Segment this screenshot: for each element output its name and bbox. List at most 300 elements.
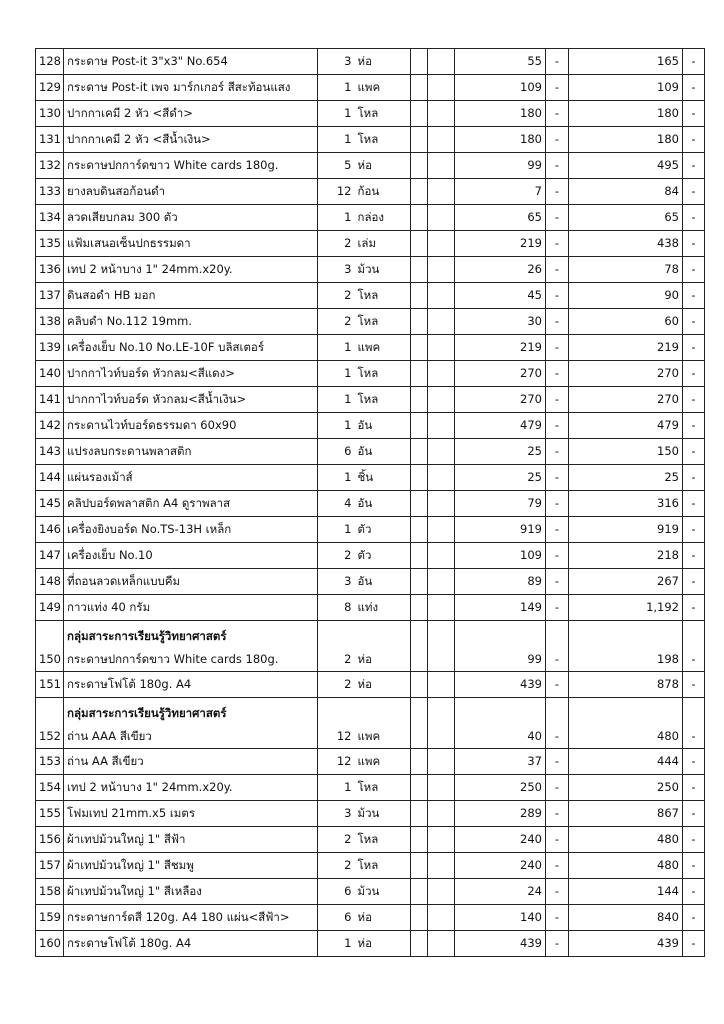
row-number: 147 xyxy=(36,543,64,569)
row-number: 153 xyxy=(36,749,64,775)
line-total: 25 xyxy=(569,465,683,491)
quantity: 2 xyxy=(318,231,355,257)
line-total: 78 xyxy=(569,257,683,283)
item-cell xyxy=(64,853,318,879)
item-cell xyxy=(64,905,318,931)
row-number: 139 xyxy=(36,335,64,361)
item-name: กระดาษโฟโต้ 180g. A4 xyxy=(67,677,192,691)
price-satang: - xyxy=(546,127,569,153)
unit: ตัว xyxy=(355,543,411,569)
price-satang: - xyxy=(546,853,569,879)
item-name: เครื่องเย็บ No.10 No.LE-10F บลิสเตอร์ xyxy=(67,340,264,354)
quantity: 4 xyxy=(318,491,355,517)
blank-cell xyxy=(411,75,428,101)
quantity: 2 xyxy=(318,283,355,309)
item-cell xyxy=(64,801,318,827)
item-name: กระดาษโฟโต้ 180g. A4 xyxy=(67,936,192,950)
line-total: 867 xyxy=(569,801,683,827)
quantity: 2 xyxy=(318,672,355,698)
item-name: ถ่าน AA สีเขียว xyxy=(67,754,144,768)
blank-cell xyxy=(411,569,428,595)
quantity: 2 xyxy=(318,827,355,853)
item-name: แฟ้มเสนอเซ็นปกธรรมดา xyxy=(67,236,191,250)
blank-cell xyxy=(411,931,428,957)
blank-cell xyxy=(428,257,455,283)
blank-cell xyxy=(428,749,455,775)
item-cell xyxy=(64,595,318,621)
blank-cell xyxy=(428,309,455,335)
table-row xyxy=(36,491,705,517)
total-satang: - xyxy=(683,75,705,101)
unit: โหล xyxy=(355,775,411,801)
item-cell xyxy=(64,517,318,543)
unit-price: 7 xyxy=(455,179,546,205)
total-satang: - xyxy=(683,257,705,283)
item-name: ปากกาไวท์บอร์ด หัวกลม<สีแดง> xyxy=(67,366,235,380)
item-cell xyxy=(64,153,318,179)
group-heading: กลุ่มสาระการเรียนรู้วิทยาศาสตร์ xyxy=(67,629,227,643)
blank-cell xyxy=(428,283,455,309)
item-cell xyxy=(64,698,318,749)
quantity: 6 xyxy=(318,439,355,465)
line-total: 218 xyxy=(569,543,683,569)
line-total: 180 xyxy=(569,101,683,127)
quantity: 1 xyxy=(318,517,355,543)
total-satang: - xyxy=(683,879,705,905)
total-satang: - xyxy=(683,413,705,439)
blank-cell xyxy=(411,257,428,283)
quantity: 6 xyxy=(318,879,355,905)
price-satang: - xyxy=(546,179,569,205)
row-number: 157 xyxy=(36,853,64,879)
item-name: ผ้าเทปม้วนใหญ่ 1" สีฟ้า xyxy=(67,832,186,846)
blank-cell xyxy=(428,127,455,153)
quantity: 1 xyxy=(318,361,355,387)
item-name: เครื่องยิงบอร์ด No.TS-13H เหล็ก xyxy=(67,522,232,536)
price-satang: - xyxy=(546,827,569,853)
blank-cell xyxy=(411,283,428,309)
table-row xyxy=(36,672,705,698)
total-satang: - xyxy=(683,101,705,127)
blank-cell xyxy=(428,491,455,517)
blank-cell xyxy=(428,517,455,543)
unit: โหล xyxy=(355,827,411,853)
row-number: 131 xyxy=(36,127,64,153)
row-number: 156 xyxy=(36,827,64,853)
blank-cell xyxy=(411,905,428,931)
unit: โหล xyxy=(355,853,411,879)
item-name: ดินสอดำ HB มอก xyxy=(67,288,156,302)
blank-cell xyxy=(411,179,428,205)
line-total: 109 xyxy=(569,75,683,101)
blank-cell xyxy=(428,879,455,905)
price-satang: - xyxy=(546,879,569,905)
quantity: 3 xyxy=(318,49,355,75)
item-cell xyxy=(64,49,318,75)
item-name: โฟมเทป 21mm.x5 เมตร xyxy=(67,806,195,820)
total-satang: - xyxy=(683,153,705,179)
supplies-table xyxy=(35,48,705,957)
blank-cell xyxy=(411,827,428,853)
blank-cell xyxy=(428,153,455,179)
price-satang: - xyxy=(546,775,569,801)
item-cell xyxy=(64,543,318,569)
item-name: แปรงลบกระดานพลาสติก xyxy=(67,444,192,458)
item-cell xyxy=(64,101,318,127)
quantity: 12 xyxy=(318,749,355,775)
line-total: 90 xyxy=(569,283,683,309)
quantity: 5 xyxy=(318,153,355,179)
item-name: ปากกาไวท์บอร์ด หัวกลม<สีน้ำเงิน> xyxy=(67,392,247,406)
unit-price: 219 xyxy=(455,335,546,361)
table-row xyxy=(36,413,705,439)
unit-price: 439 xyxy=(455,931,546,957)
item-name: กระดาษ Post-it เพจ มาร์กเกอร์ สีสะท้อนแสง xyxy=(67,80,291,94)
item-name: ปากกาเคมี 2 หัว <สีดำ> xyxy=(67,106,193,120)
line-total: 480 xyxy=(569,827,683,853)
unit: กล่อง xyxy=(355,205,411,231)
line-total: 840 xyxy=(569,905,683,931)
blank-cell xyxy=(411,517,428,543)
quantity: 3 xyxy=(318,801,355,827)
table-row xyxy=(36,698,705,749)
total-satang: - xyxy=(683,698,705,749)
unit-price: 140 xyxy=(455,905,546,931)
unit: ชิ้น xyxy=(355,465,411,491)
item-name: ผ้าเทปม้วนใหญ่ 1" สีเหลือง xyxy=(67,884,202,898)
price-satang: - xyxy=(546,517,569,543)
table-row xyxy=(36,749,705,775)
line-total: 60 xyxy=(569,309,683,335)
blank-cell xyxy=(428,931,455,957)
unit: โหล xyxy=(355,283,411,309)
blank-cell xyxy=(411,205,428,231)
blank-cell xyxy=(428,801,455,827)
unit-price: 30 xyxy=(455,309,546,335)
table-row xyxy=(36,49,705,75)
table-row xyxy=(36,179,705,205)
table-row xyxy=(36,465,705,491)
total-satang: - xyxy=(683,569,705,595)
row-number: 140 xyxy=(36,361,64,387)
table-row xyxy=(36,879,705,905)
unit-price: 24 xyxy=(455,879,546,905)
table-row xyxy=(36,127,705,153)
table-row xyxy=(36,801,705,827)
table-row xyxy=(36,101,705,127)
item-name: เทป 2 หน้าบาง 1" 24mm.x20y. xyxy=(67,262,233,276)
row-number: 133 xyxy=(36,179,64,205)
table-row xyxy=(36,205,705,231)
price-satang: - xyxy=(546,621,569,672)
blank-cell xyxy=(428,49,455,75)
unit-price: 37 xyxy=(455,749,546,775)
item-cell xyxy=(64,231,318,257)
quantity: 2 xyxy=(318,309,355,335)
blank-cell xyxy=(428,569,455,595)
price-satang: - xyxy=(546,231,569,257)
blank-cell xyxy=(411,749,428,775)
line-total: 919 xyxy=(569,517,683,543)
table-body xyxy=(36,49,705,957)
price-satang: - xyxy=(546,749,569,775)
unit: แท่ง xyxy=(355,595,411,621)
item-name: กระดานไวท์บอร์ดธรรมดา 60x90 xyxy=(67,418,237,432)
unit: แพค xyxy=(355,335,411,361)
unit-price: 109 xyxy=(455,75,546,101)
quantity: 1 xyxy=(318,101,355,127)
row-number: 128 xyxy=(36,49,64,75)
line-total: 84 xyxy=(569,179,683,205)
price-satang: - xyxy=(546,283,569,309)
total-satang: - xyxy=(683,905,705,931)
blank-cell xyxy=(428,361,455,387)
line-total: 144 xyxy=(569,879,683,905)
line-total: 180 xyxy=(569,127,683,153)
blank-cell xyxy=(411,153,428,179)
price-satang: - xyxy=(546,931,569,957)
quantity: 3 xyxy=(318,257,355,283)
quantity: 12 xyxy=(318,179,355,205)
total-satang: - xyxy=(683,827,705,853)
line-total: 316 xyxy=(569,491,683,517)
total-satang: - xyxy=(683,179,705,205)
row-number: 159 xyxy=(36,905,64,931)
unit-price: 180 xyxy=(455,127,546,153)
unit-price: 919 xyxy=(455,517,546,543)
blank-cell xyxy=(428,595,455,621)
item-cell xyxy=(64,387,318,413)
blank-cell xyxy=(411,698,428,749)
quantity: 1 xyxy=(318,931,355,957)
item-name: คลิบดำ No.112 19mm. xyxy=(67,314,193,328)
blank-cell xyxy=(411,543,428,569)
unit-price: 479 xyxy=(455,413,546,439)
blank-cell xyxy=(411,465,428,491)
blank-cell xyxy=(411,309,428,335)
unit: ห่อ xyxy=(355,49,411,75)
total-satang: - xyxy=(683,621,705,672)
blank-cell xyxy=(411,801,428,827)
quantity: 1 xyxy=(318,413,355,439)
quantity: 12 xyxy=(318,698,355,749)
total-satang: - xyxy=(683,853,705,879)
item-cell xyxy=(64,413,318,439)
item-name: ลวดเสียบกลม 300 ตัว xyxy=(67,210,178,224)
table-row xyxy=(36,309,705,335)
table-row xyxy=(36,621,705,672)
item-cell xyxy=(64,179,318,205)
total-satang: - xyxy=(683,517,705,543)
item-name: ปากกาเคมี 2 หัว <สีน้ำเงิน> xyxy=(67,132,211,146)
unit: แพค xyxy=(355,75,411,101)
line-total: 198 xyxy=(569,621,683,672)
price-satang: - xyxy=(546,205,569,231)
price-satang: - xyxy=(546,413,569,439)
quantity: 8 xyxy=(318,595,355,621)
unit: ตัว xyxy=(355,517,411,543)
blank-cell xyxy=(428,698,455,749)
blank-cell xyxy=(428,231,455,257)
quantity: 1 xyxy=(318,465,355,491)
row-number: 146 xyxy=(36,517,64,543)
price-satang: - xyxy=(546,361,569,387)
unit-price: 180 xyxy=(455,101,546,127)
row-number: 160 xyxy=(36,931,64,957)
row-number: 135 xyxy=(36,231,64,257)
row-number: 158 xyxy=(36,879,64,905)
unit-price: 89 xyxy=(455,569,546,595)
item-name: กระดาษปกการ์ดขาว White cards 180g. xyxy=(67,652,279,666)
quantity: 3 xyxy=(318,569,355,595)
blank-cell xyxy=(411,595,428,621)
price-satang: - xyxy=(546,465,569,491)
price-satang: - xyxy=(546,49,569,75)
row-number: 155 xyxy=(36,801,64,827)
item-cell xyxy=(64,931,318,957)
price-satang: - xyxy=(546,75,569,101)
item-name: ที่ถอนลวดเหล็กแบบคีม xyxy=(67,574,181,588)
blank-cell xyxy=(411,231,428,257)
total-satang: - xyxy=(683,231,705,257)
unit-price: 240 xyxy=(455,853,546,879)
unit: อัน xyxy=(355,413,411,439)
unit: ม้วน xyxy=(355,257,411,283)
price-satang: - xyxy=(546,905,569,931)
unit: ห่อ xyxy=(355,672,411,698)
table-row xyxy=(36,931,705,957)
blank-cell xyxy=(411,439,428,465)
table-row xyxy=(36,853,705,879)
blank-cell xyxy=(428,387,455,413)
item-name: ผ้าเทปม้วนใหญ่ 1" สีชมพู xyxy=(67,858,194,872)
item-cell xyxy=(64,257,318,283)
total-satang: - xyxy=(683,543,705,569)
item-cell xyxy=(64,672,318,698)
item-cell xyxy=(64,621,318,672)
unit-price: 289 xyxy=(455,801,546,827)
total-satang: - xyxy=(683,465,705,491)
unit: แพค xyxy=(355,698,411,749)
table-row xyxy=(36,257,705,283)
unit-price: 26 xyxy=(455,257,546,283)
row-number: 138 xyxy=(36,309,64,335)
unit: โหล xyxy=(355,387,411,413)
total-satang: - xyxy=(683,801,705,827)
unit-price: 79 xyxy=(455,491,546,517)
blank-cell xyxy=(411,335,428,361)
price-satang: - xyxy=(546,335,569,361)
unit: โหล xyxy=(355,309,411,335)
blank-cell xyxy=(428,75,455,101)
unit: ห่อ xyxy=(355,905,411,931)
quantity: 2 xyxy=(318,543,355,569)
unit: โหล xyxy=(355,361,411,387)
unit-price: 45 xyxy=(455,283,546,309)
price-satang: - xyxy=(546,309,569,335)
quantity: 2 xyxy=(318,853,355,879)
total-satang: - xyxy=(683,309,705,335)
price-satang: - xyxy=(546,672,569,698)
item-cell xyxy=(64,491,318,517)
unit: ม้วน xyxy=(355,879,411,905)
blank-cell xyxy=(428,101,455,127)
quantity: 1 xyxy=(318,127,355,153)
line-total: 878 xyxy=(569,672,683,698)
quantity: 1 xyxy=(318,205,355,231)
item-name: เทป 2 หน้าบาง 1" 24mm.x20y. xyxy=(67,780,233,794)
item-cell xyxy=(64,749,318,775)
item-name: แผ่นรองเม้าส์ xyxy=(67,470,133,484)
quantity: 1 xyxy=(318,775,355,801)
quantity: 1 xyxy=(318,387,355,413)
price-satang: - xyxy=(546,698,569,749)
line-total: 480 xyxy=(569,853,683,879)
blank-cell xyxy=(428,827,455,853)
row-number: 148 xyxy=(36,569,64,595)
item-cell xyxy=(64,127,318,153)
row-number: 149 xyxy=(36,595,64,621)
total-satang: - xyxy=(683,127,705,153)
item-name: ถ่าน AAA สีเขียว xyxy=(67,729,152,743)
total-satang: - xyxy=(683,49,705,75)
table-row xyxy=(36,543,705,569)
line-total: 438 xyxy=(569,231,683,257)
blank-cell xyxy=(428,465,455,491)
blank-cell xyxy=(411,621,428,672)
item-cell xyxy=(64,75,318,101)
row-number: 129 xyxy=(36,75,64,101)
item-cell xyxy=(64,775,318,801)
blank-cell xyxy=(428,672,455,698)
blank-cell xyxy=(411,361,428,387)
group-heading: กลุ่มสาระการเรียนรู้วิทยาศาสตร์ xyxy=(67,706,227,720)
unit-price: 109 xyxy=(455,543,546,569)
price-satang: - xyxy=(546,801,569,827)
table-row xyxy=(36,905,705,931)
blank-cell xyxy=(428,179,455,205)
row-number: 132 xyxy=(36,153,64,179)
unit-price: 55 xyxy=(455,49,546,75)
price-satang: - xyxy=(546,439,569,465)
total-satang: - xyxy=(683,491,705,517)
quantity: 1 xyxy=(318,75,355,101)
price-satang: - xyxy=(546,387,569,413)
item-cell xyxy=(64,465,318,491)
row-number: 154 xyxy=(36,775,64,801)
unit-price: 149 xyxy=(455,595,546,621)
table-row xyxy=(36,775,705,801)
price-satang: - xyxy=(546,595,569,621)
unit-price: 99 xyxy=(455,621,546,672)
table-row xyxy=(36,387,705,413)
table-row xyxy=(36,283,705,309)
blank-cell xyxy=(411,491,428,517)
total-satang: - xyxy=(683,595,705,621)
unit: ก้อน xyxy=(355,179,411,205)
item-cell xyxy=(64,283,318,309)
item-name: กระดาษการ์ดสี 120g. A4 180 แผ่น<สีฟ้า> xyxy=(67,910,290,924)
total-satang: - xyxy=(683,335,705,361)
item-name: คลิปบอร์ดพลาสติก A4 ดูราพลาส xyxy=(67,496,231,510)
item-cell xyxy=(64,827,318,853)
row-number: 150 xyxy=(36,621,64,672)
unit-price: 270 xyxy=(455,361,546,387)
price-satang: - xyxy=(546,153,569,179)
row-number: 141 xyxy=(36,387,64,413)
unit-price: 439 xyxy=(455,672,546,698)
item-cell xyxy=(64,439,318,465)
